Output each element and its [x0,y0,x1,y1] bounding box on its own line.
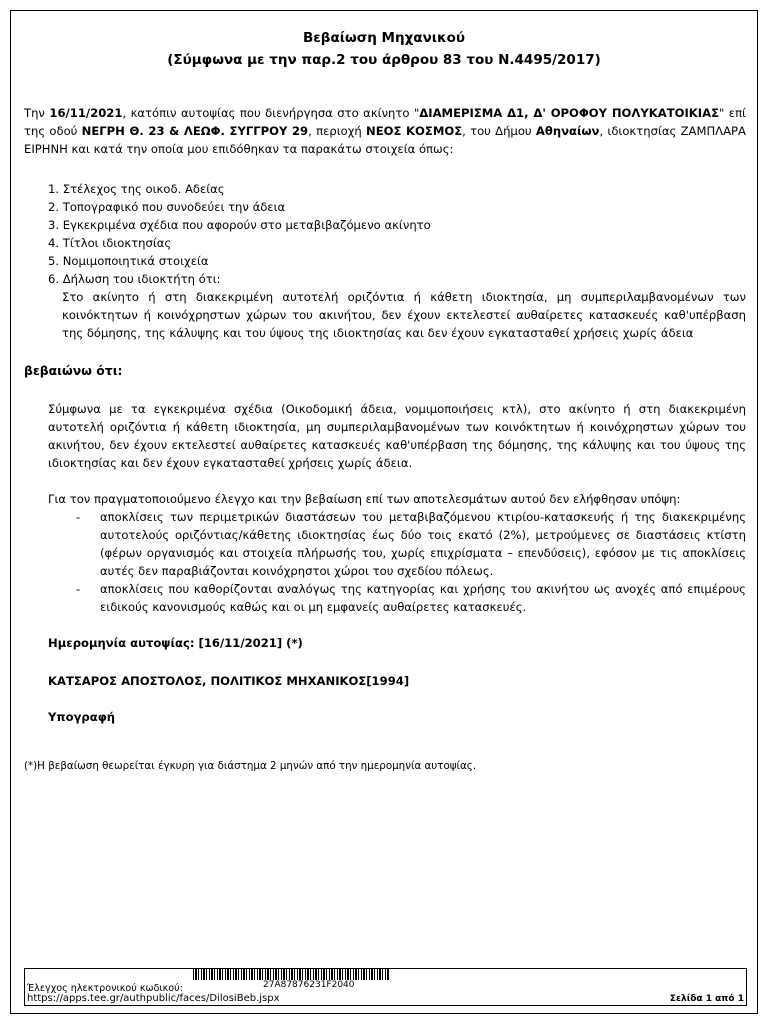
intro-text: , ιδιοκτησίας ΖΑΜΠΛΑΡΑ ΕΙΡΗΝΗ και κατά την οποία μου επιδόθηκαν τα παρακάτω στοιχεία όπως: [24,124,746,156]
document-subtitle: (Σύμφωνα με την παρ.2 του άρθρου 83 του Ν.4495/2017) [167,52,601,68]
bullet-dash: - [76,582,81,596]
list-item: 2. Τοπογραφικό που συνοδεύει την άδεια [48,200,286,214]
footnote: (*)Η βεβαίωση θεωρείται έγκυρη για διάστημα 2 μηνών από την ημερομηνία αυτοψίας. [24,760,477,772]
intro-text: , περιοχή [308,124,367,138]
intro-text: " επί της οδού [24,106,746,138]
exclusion-item: αποκλίσεις που καθορίζονται αναλόγως της κατηγορίας και χρήσης του ακινήτου ως ανοχές από επιμέρους ειδικούς κανονισμούς καθώς και οι μη εμφανείς αυθαίρετες κατασκευές. [100,582,746,614]
signature-label: Υπογραφή [48,710,116,724]
list-item: 3. Εγκεκριμένα σχέδια που αφορούν στο μεταβιβαζόμενο ακίνητο [48,218,431,232]
barcode [193,969,389,980]
engineer-name: ΚΑΤΣΑΡΟΣ ΑΠΟΣΤΟΛΟΣ, ΠΟΛΙΤΙΚΟΣ ΜΗΧΑΝΙΚΟΣ[1994] [48,674,410,688]
page-number: Σελίδα 1 από 1 [669,994,744,1004]
intro-text: , κατόπιν αυτοψίας που διενήργησα στο ακίνητο " [122,106,420,120]
exclusion-item: αποκλίσεις των περιμετρικών διαστάσεων του μεταβιβαζόμενου κτιρίου-κατασκευής ή της διακεκριμένης αυτοτελούς οριζόντιας/κάθετης ιδιοκτησίας έως δύο τοις εκατό (2%), μετρούμενες σε διαστάσεις κτίστη (φέρων οργανισμός και στοιχεία πλήρωσής του, χωρίς επιχρίσματα – επενδύσεις), εφόσον με τις αποκλίσεις αυτές δεν παραβιάζονται κοινόχρηστοι χώροι του σχεδίου πόλεως. [100,510,746,578]
intro-municipality: Αθηναίων [535,124,600,138]
owner-declaration: Στο ακίνητο ή στη διακεκριμένη αυτοτελή οριζόντια ή κάθετη ιδιοκτησία, μη συμπεριλαμβανομένων των κοινόκτητων ή κοινόχρηστων χώρων του ακινήτου, δεν έχουν εκτελεστεί αυθαίρετες κατασκευές καθ'υπέρβαση της δόμησης, της κάλυψης και του ύψους της ιδιοκτησίας και δεν έχουν εγκατασταθεί χρήσεις χωρίς άδεια [62,290,746,340]
intro-text: , του Δήμου [462,124,536,138]
intro-street: ΝΕΓΡΗ Θ. 23 & ΛΕΩΦ. ΣΥΓΓΡΟΥ 29 [81,124,309,138]
bullet-dash: - [76,510,81,524]
inspection-date: Ημερομηνία αυτοψίας: [16/11/2021] (*) [48,636,303,650]
exclusions-intro: Για τον πραγματοποιούμενο έλεγχο και την βεβαίωση επί των αποτελεσμάτων αυτού δεν ελήφθησαν υπόψη: [48,492,681,506]
intro-property: ΔΙΑΜΕΡΙΣΜΑ Δ1, Δ' ΟΡΟΦΟΥ ΠΟΛΥΚΑΤΟΙΚΙΑΣ [419,106,719,120]
verification-code: 27A87876231F2040 [263,980,355,990]
document-title: Βεβαίωση Μηχανικού [302,30,466,46]
verification-url[interactable]: https://apps.tee.gr/authpublic/faces/DilosiBeb.jspx [27,993,280,1004]
intro-date: 16/11/2021 [49,106,123,120]
intro-area: ΝΕΟΣ ΚΟΣΜΟΣ [366,124,463,138]
list-item: 4. Τίτλοι ιδιοκτησίας [48,236,172,250]
certify-text: Σύμφωνα με τα εγκεκριμένα σχέδια (Οικοδομική άδεια, νομιμοποιήσεις κτλ), στο ακίνητο ή στη διακεκριμένη αυτοτελή οριζόντια ή κάθετη ιδιοκτησία, μη συμπεριλαμβανομένων των κοινόκτητων ή κοινόχρηστων χώρων του ακινήτου, δεν έχουν εκτελεστεί αυθαίρετες κατασκευές καθ'υπέρβαση της δόμησης, της κάλυψης και του ύψους της ιδιοκτησίας και δεν έχουν εγκατασταθεί χρήσεις χωρίς άδεια. [48,402,746,470]
verification-code-label: Έλεγχος ηλεκτρονικού κωδικού: [27,983,183,994]
intro-paragraph [24,104,746,158]
list-item: 1. Στέλεχος της οικοδ. Αδείας [48,182,225,196]
intro-text: Την [24,106,50,120]
list-item: 6. Δήλωση του ιδιοκτήτη ότι: [48,272,221,286]
list-item: 5. Νομιμοποιητικά στοιχεία [48,254,209,268]
certify-heading: βεβαιώνω ότι: [24,363,123,378]
verification-footer [24,968,747,1006]
